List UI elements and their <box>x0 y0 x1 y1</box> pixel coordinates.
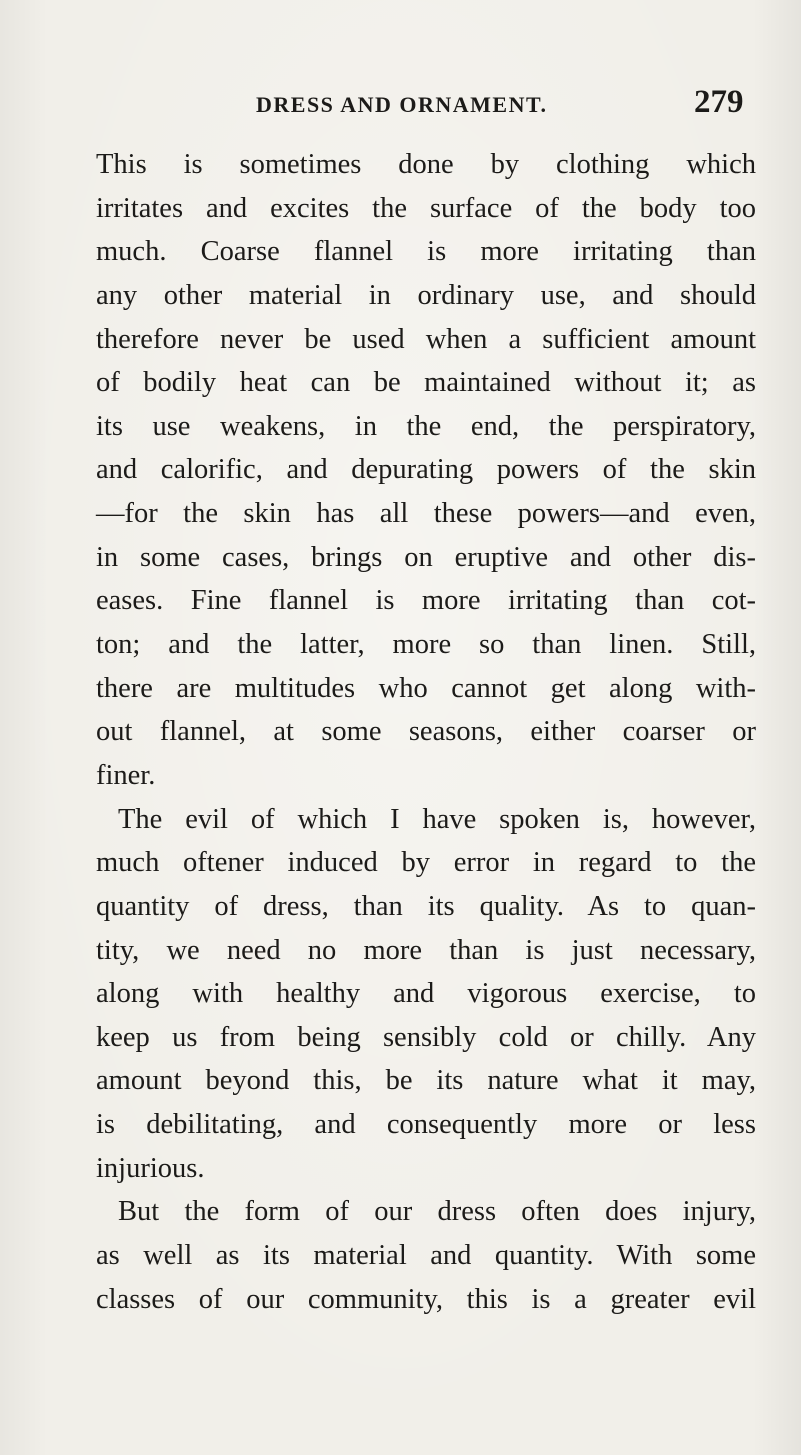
text-line: along with healthy and vigorous exercise, to <box>96 978 756 1010</box>
text-line: out flannel, at some seasons, either coarser or <box>96 716 756 748</box>
text-line: in some cases, brings on eruptive and other dis- <box>96 541 756 573</box>
text-line: eases. Fine flannel is more irritating than cot- <box>96 585 756 617</box>
text-line: This is sometimes done by clothing which <box>96 149 756 180</box>
text-line: any other material in ordinary use, and should <box>96 279 756 311</box>
text-line: injurious. <box>96 1152 205 1184</box>
running-head <box>0 80 801 120</box>
text-line: as well as its material and quantity. With some <box>96 1240 756 1272</box>
text-line: ton; and the latter, more so than linen. Still, <box>96 629 756 661</box>
text-line: quantity of dress, than its quality. As to quan- <box>96 890 756 922</box>
text-line: much. Coarse flannel is more irritating than <box>96 236 756 268</box>
text-line: and calorific, and depurating powers of the skin <box>96 454 756 486</box>
text-line: classes of our community, this is a greater evil <box>96 1283 756 1315</box>
text-line: keep us from being sensibly cold or chilly. Any <box>96 1021 756 1053</box>
text-line: of bodily heat can be maintained without it; as <box>96 367 756 399</box>
text-line: therefore never be used when a sufficient amount <box>96 323 756 355</box>
text-line: there are multitudes who cannot get along with- <box>96 672 756 704</box>
text-line: amount beyond this, be its nature what it may, <box>96 1065 756 1097</box>
text-line: irritates and excites the surface of the body too <box>96 192 756 224</box>
text-line: is debilitating, and consequently more or less <box>96 1109 756 1141</box>
text-line: The evil of which I have spoken is, however, <box>118 803 756 835</box>
text-line: —for the skin has all these powers—and even, <box>96 498 756 530</box>
text-line: much oftener induced by error in regard to the <box>96 847 756 879</box>
page-number: 279 <box>694 84 744 120</box>
running-title: DRESS AND ORNAMENT. <box>256 92 548 117</box>
text-line: tity, we need no more than is just necessary, <box>96 934 756 966</box>
text-line: finer. <box>96 759 156 791</box>
text-line: But the form of our dress often does injury, <box>118 1196 756 1228</box>
text-line: its use weakens, in the end, the perspiratory, <box>96 410 756 442</box>
body-text <box>96 143 756 1321</box>
